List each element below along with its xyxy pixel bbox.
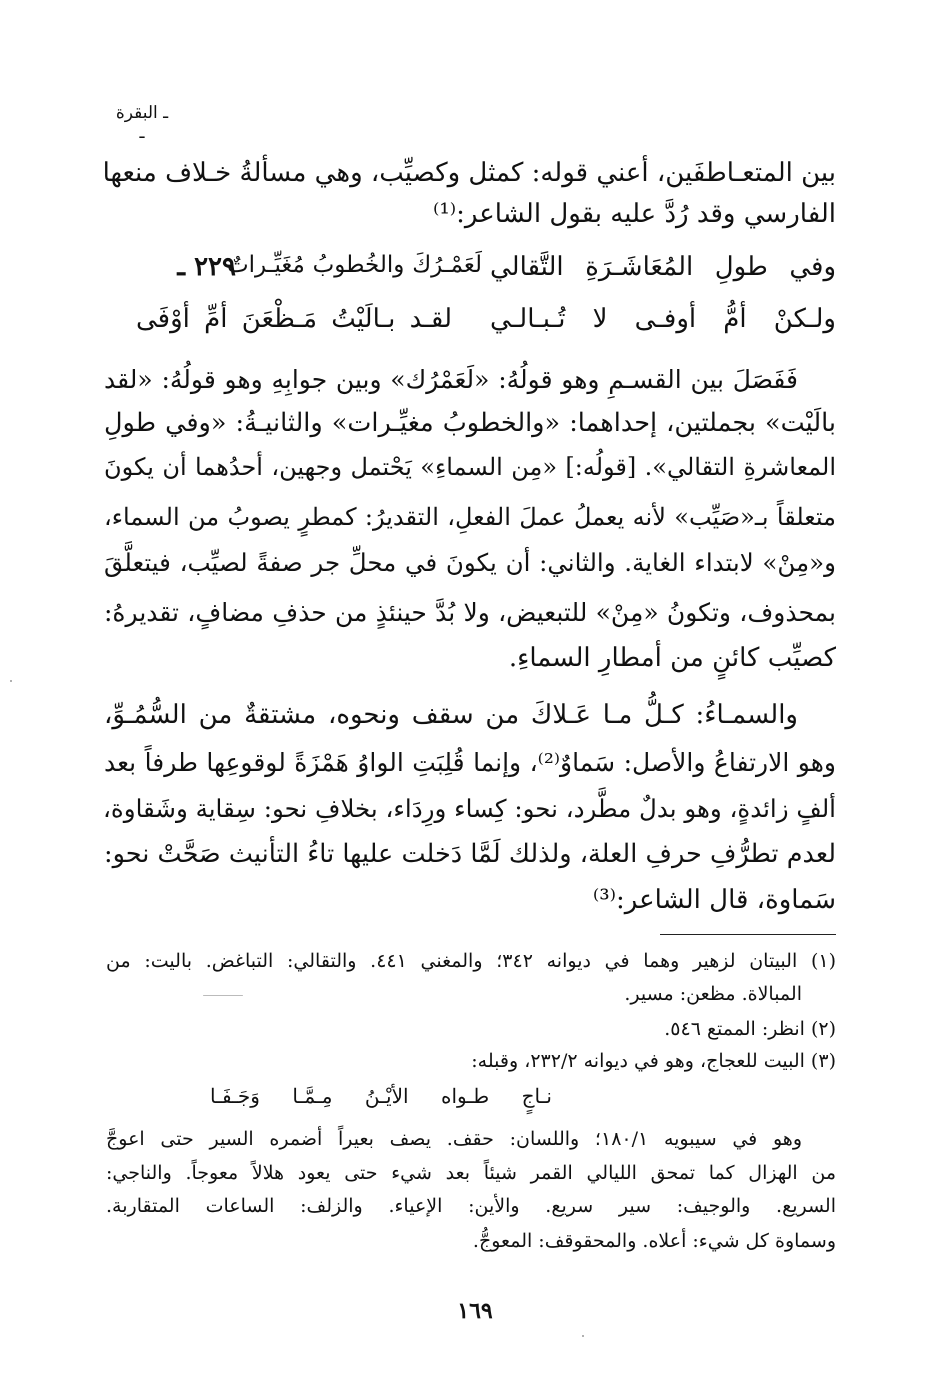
footnote-3-verse: نـاجٍ طـواه الأيْـنُ مِـمَّـا وَجَـفَـا [210, 1084, 552, 1108]
paragraph-line: متعلقاً بـ«صَيِّب» لأنه يعملُ عملَ الفعلِ، التقديرُ: كمطرٍ يصوبُ من السماء، [104, 503, 836, 531]
paragraph-line: بمحذوف، وتكونُ «مِنْ» للتبعيض، ولا بُدَّ حينئذٍ من حذفِ مضافٍ، تقديرهُ: [104, 598, 836, 627]
footnote-3-line: السريع. والوجيف: سير سريع. والأين: الإعياء. والزلف: الساعات المتقاربة. [106, 1195, 836, 1217]
paragraph-line: وهو الارتفاعُ والأصل: سَماوٌ⁽²⁾، وإنما قُلِبَتِ الواوُ هَمْزَةً لوقوعِها طرفاً بعد [104, 748, 836, 777]
footnote-1-line: (١) البيتان لزهير وهما في ديوانه ٣٤٢؛ والمغني ٤٤١. والتقالي: التباغض. باليت: من [106, 950, 836, 972]
footnote-3-line: وسماوة كل شيء: أعلاه. والمحقوقف: المعوجُّ. [472, 1230, 836, 1252]
scan-speck [582, 1335, 584, 1337]
paragraph-line: بالَيْت» بجملتين، إحداهما: «والخطوبُ مغيِّـرات» والثانيـةُ: «وفي طولِ [104, 408, 836, 438]
paragraph-line: ألفٍ زائدةٍ، وهو بدلٌ مطَّرد، نحو: كِساء ورِدَاء، بخلافِ نحو: سِقاية وشَقاوة، [103, 794, 836, 823]
paragraph-line: المعاشرةِ التقالي». [قولُه:] «مِن السماءِ» يَحْتمل وجهين، أحدُهما أن يكونَ [104, 453, 836, 481]
paragraph-line: لعدم تطرُّفِ حرفِ العلة، ولذلك لَمَّا دَخلت عليها تاءُ التأنيث صَحَّتْ نحو: [104, 839, 836, 869]
verse-number [106, 254, 236, 280]
verse-hemistich-2b: ولـكنْ أمُّ أوفـى لا تُـبـالـي [490, 304, 836, 334]
running-header: ـ البقرة ـ [115, 103, 169, 143]
verse-number-text: ٢٢٩ ـ [177, 252, 236, 282]
footnote-2: (٢) انظر: الممتع ٥٤٦. [664, 1018, 836, 1040]
verse-hemistich-1a: لَعَمْـرُكَ والخُطوبُ مُغَيِّـراتٌ [227, 252, 482, 278]
footnote-3-line: من الهزال كما تمحق الليالي القمر شيئاً بعد شيء حتى يعود هلالاً معوجاً. والناجي: [106, 1162, 836, 1184]
footnote-rule [660, 934, 836, 935]
page-number: ١٦٩ [457, 1298, 493, 1324]
footnote-3-line: (٣) البيت للعجاج، وهو في ديوانه ٢٣٢/٢، وقبله: [471, 1050, 836, 1072]
paragraph-line: فَفَصَلَ بين القسـمِ وهو قولُهُ: «لَعَمْرُك» وبين جوابِهِ وهو قولُهُ: «لقد [104, 365, 798, 394]
scan-speck [203, 995, 243, 996]
paragraph-line: سَماوة، قال الشاعر:⁽³⁾ [592, 885, 836, 915]
verse-hemistich-1b: وفي طولِ المُعَاشَـرَةِ التَّقالي [490, 252, 836, 282]
paragraph-line: و«مِنْ» لابتداء الغاية. والثاني: أن يكونَ في محلِّ جر صفةً لصيِّب، فيتعلَّقَ [104, 548, 836, 577]
body-line: الفارسي وقد رُدَّ عليه بقول الشاعر:⁽¹⁾ [432, 199, 836, 229]
body-line: بين المتعـاطفَين، أعني قوله: كمثل وكصيِّب، وهي مسألةُ خـلاف منعها [102, 158, 836, 188]
footnote-1-line: المبالاة. مظعن: مسير. [624, 983, 802, 1005]
scan-speck [10, 680, 12, 682]
verse-hemistich-2a: لقـد بـالَيْتُ مَـظْعَنَ أمِّ أوْفَى [136, 304, 452, 334]
footnote-3-line: وهو في سيبويه ١٨٠/١؛ واللسان: حقف. يصف بعيراً أضمره السير حتى اعوجَّ [106, 1128, 802, 1150]
paragraph-line: والسمـاءُ: كـلُّ مـا عَـلاكَ من سقف ونحوه، مشتقةٌ من السُّمُـوِّ، [104, 700, 798, 730]
paragraph-line: كصيِّب كائنٍ من أمطارِ السماءِ. [508, 643, 836, 673]
